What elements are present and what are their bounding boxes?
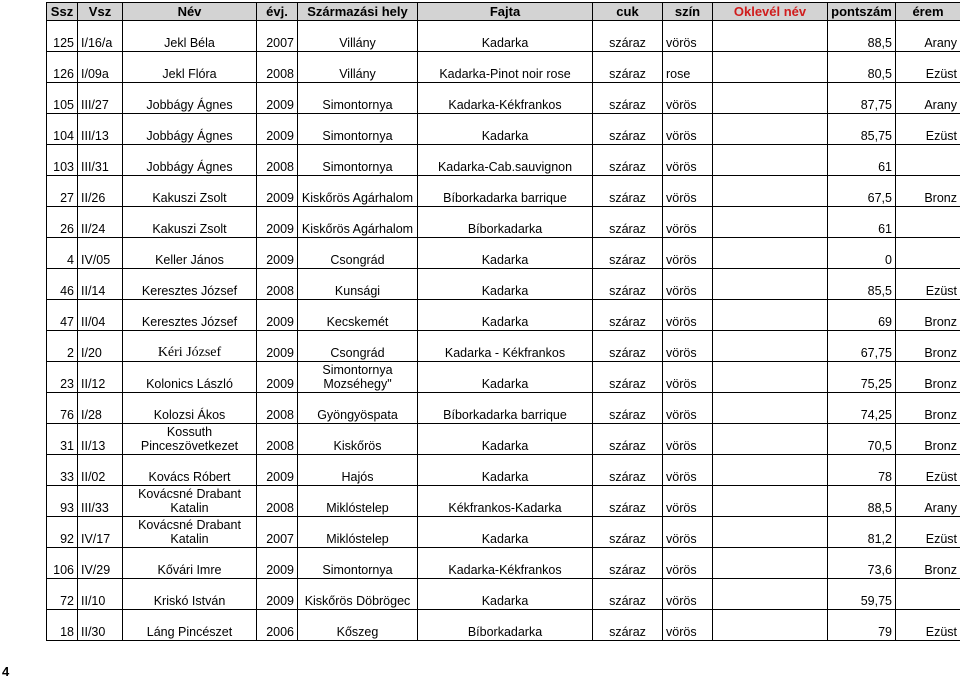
cell-nev: Kolozsi Ákos: [123, 393, 257, 424]
header-row: [47, 3, 960, 21]
cell-vsz: I/16/a: [78, 21, 123, 52]
cell-pontszam: 87,75: [828, 83, 896, 114]
cell-erem: Ezüst: [896, 455, 960, 486]
cell-hely: Villány: [298, 21, 418, 52]
cell-evj: 2008: [257, 486, 298, 517]
cell-evj: 2009: [257, 579, 298, 610]
cell-oklevel: [713, 424, 828, 455]
cell-evj: 2009: [257, 114, 298, 145]
cell-pontszam: 61: [828, 145, 896, 176]
col-szin: szín: [663, 3, 713, 21]
cell-fajta: Bíborkadarka barrique: [418, 393, 593, 424]
cell-szin: vörös: [663, 362, 713, 393]
cell-szin: vörös: [663, 145, 713, 176]
cell-ssz: 23: [47, 362, 78, 393]
cell-vsz: III/31: [78, 145, 123, 176]
cell-pontszam: 0: [828, 238, 896, 269]
table-row: [47, 145, 960, 176]
cell-oklevel: [713, 517, 828, 548]
cell-oklevel: [713, 610, 828, 641]
cell-cuk: száraz: [593, 362, 663, 393]
cell-ssz: 26: [47, 207, 78, 238]
cell-erem: [896, 579, 960, 610]
cell-fajta: Kadarka: [418, 424, 593, 455]
cell-pontszam: 85,75: [828, 114, 896, 145]
cell-nev: Jobbágy Ágnes: [123, 83, 257, 114]
cell-ssz: 105: [47, 83, 78, 114]
cell-oklevel: [713, 269, 828, 300]
cell-hely: Miklóstelep: [298, 517, 418, 548]
cell-nev: Kolonics László: [123, 362, 257, 393]
cell-evj: 2009: [257, 207, 298, 238]
cell-pontszam: 88,5: [828, 21, 896, 52]
cell-erem: Arany: [896, 486, 960, 517]
cell-ssz: 92: [47, 517, 78, 548]
cell-evj: 2006: [257, 610, 298, 641]
cell-pontszam: 88,5: [828, 486, 896, 517]
cell-vsz: II/13: [78, 424, 123, 455]
cell-pontszam: 78: [828, 455, 896, 486]
cell-oklevel: [713, 486, 828, 517]
cell-evj: 2009: [257, 176, 298, 207]
cell-szin: vörös: [663, 610, 713, 641]
table-row: [47, 393, 960, 424]
cell-fajta: Bíborkadarka: [418, 610, 593, 641]
results-table: [46, 2, 960, 641]
cell-vsz: III/13: [78, 114, 123, 145]
col-erem: érem: [896, 3, 960, 21]
cell-fajta: Kadarka: [418, 300, 593, 331]
cell-evj: 2009: [257, 548, 298, 579]
cell-szin: vörös: [663, 424, 713, 455]
cell-hely: Csongrád: [298, 238, 418, 269]
cell-oklevel: [713, 331, 828, 362]
cell-ssz: 126: [47, 52, 78, 83]
cell-nev: Jekl Béla: [123, 21, 257, 52]
cell-erem: Bronz: [896, 176, 960, 207]
cell-evj: 2008: [257, 269, 298, 300]
cell-hely: Villány: [298, 52, 418, 83]
cell-nev: Kovácsné Drabant Katalin: [123, 486, 257, 517]
cell-erem: Bronz: [896, 362, 960, 393]
cell-ssz: 103: [47, 145, 78, 176]
cell-ssz: 2: [47, 331, 78, 362]
cell-hely: Simontornya: [298, 114, 418, 145]
cell-oklevel: [713, 52, 828, 83]
col-nev: Név: [123, 3, 257, 21]
cell-szin: vörös: [663, 331, 713, 362]
cell-vsz: II/04: [78, 300, 123, 331]
table-row: [47, 486, 960, 517]
cell-pontszam: 74,25: [828, 393, 896, 424]
cell-cuk: száraz: [593, 300, 663, 331]
cell-pontszam: 81,2: [828, 517, 896, 548]
cell-erem: [896, 145, 960, 176]
cell-cuk: száraz: [593, 486, 663, 517]
cell-szin: vörös: [663, 269, 713, 300]
cell-oklevel: [713, 21, 828, 52]
cell-ssz: 18: [47, 610, 78, 641]
cell-pontszam: 79: [828, 610, 896, 641]
cell-cuk: száraz: [593, 207, 663, 238]
cell-fajta: Kadarka: [418, 269, 593, 300]
cell-cuk: száraz: [593, 517, 663, 548]
col-ssz: Ssz: [47, 3, 78, 21]
cell-pontszam: 70,5: [828, 424, 896, 455]
table-row: [47, 207, 960, 238]
cell-ssz: 27: [47, 176, 78, 207]
cell-pontszam: 85,5: [828, 269, 896, 300]
cell-erem: Bronz: [896, 393, 960, 424]
cell-ssz: 33: [47, 455, 78, 486]
cell-hely: Gyöngyöspata: [298, 393, 418, 424]
cell-szin: vörös: [663, 393, 713, 424]
cell-szin: vörös: [663, 300, 713, 331]
cell-oklevel: [713, 238, 828, 269]
cell-erem: [896, 238, 960, 269]
cell-nev: Kriskó István: [123, 579, 257, 610]
cell-pontszam: 80,5: [828, 52, 896, 83]
cell-vsz: II/10: [78, 579, 123, 610]
cell-oklevel: [713, 300, 828, 331]
cell-hely: Kecskemét: [298, 300, 418, 331]
col-cuk: cuk: [593, 3, 663, 21]
cell-erem: Ezüst: [896, 269, 960, 300]
cell-hely: Simontornya: [298, 548, 418, 579]
cell-hely: Kőszeg: [298, 610, 418, 641]
cell-fajta: Kadarka: [418, 579, 593, 610]
cell-nev: Kővári Imre: [123, 548, 257, 579]
cell-nev: Kéri József: [123, 331, 257, 362]
cell-erem: Bronz: [896, 424, 960, 455]
cell-ssz: 4: [47, 238, 78, 269]
cell-erem: Ezüst: [896, 610, 960, 641]
table-row: [47, 331, 960, 362]
cell-szin: vörös: [663, 548, 713, 579]
cell-evj: 2008: [257, 424, 298, 455]
cell-nev: Jobbágy Ágnes: [123, 145, 257, 176]
cell-erem: Arany: [896, 83, 960, 114]
cell-fajta: Kadarka: [418, 455, 593, 486]
cell-oklevel: [713, 114, 828, 145]
table-row: [47, 424, 960, 455]
cell-oklevel: [713, 145, 828, 176]
cell-vsz: IV/05: [78, 238, 123, 269]
cell-evj: 2008: [257, 393, 298, 424]
cell-nev: Kakuszi Zsolt: [123, 207, 257, 238]
cell-nev: Jobbágy Ágnes: [123, 114, 257, 145]
col-evj: évj.: [257, 3, 298, 21]
cell-nev: Kovácsné Drabant Katalin: [123, 517, 257, 548]
cell-pontszam: 73,6: [828, 548, 896, 579]
col-vsz: Vsz: [78, 3, 123, 21]
col-fajta: Fajta: [418, 3, 593, 21]
cell-oklevel: [713, 393, 828, 424]
cell-szin: vörös: [663, 83, 713, 114]
cell-szin: vörös: [663, 517, 713, 548]
cell-fajta: Kadarka-Pinot noir rose: [418, 52, 593, 83]
cell-evj: 2009: [257, 362, 298, 393]
cell-pontszam: 61: [828, 207, 896, 238]
cell-nev: Láng Pincészet: [123, 610, 257, 641]
cell-szin: vörös: [663, 486, 713, 517]
cell-nev: Kossuth Pinceszövetkezet: [123, 424, 257, 455]
cell-hely: Hajós: [298, 455, 418, 486]
cell-cuk: száraz: [593, 610, 663, 641]
cell-fajta: Bíborkadarka: [418, 207, 593, 238]
table-row: [47, 52, 960, 83]
cell-evj: 2009: [257, 455, 298, 486]
cell-hely: Kunsági: [298, 269, 418, 300]
cell-fajta: Kadarka-Kékfrankos: [418, 83, 593, 114]
cell-vsz: II/12: [78, 362, 123, 393]
cell-erem: Ezüst: [896, 52, 960, 83]
cell-ssz: 47: [47, 300, 78, 331]
cell-oklevel: [713, 579, 828, 610]
cell-vsz: IV/29: [78, 548, 123, 579]
cell-fajta: Kadarka-Kékfrankos: [418, 548, 593, 579]
cell-szin: vörös: [663, 21, 713, 52]
cell-cuk: száraz: [593, 424, 663, 455]
cell-vsz: II/02: [78, 455, 123, 486]
cell-fajta: Bíborkadarka barrique: [418, 176, 593, 207]
table-row: [47, 610, 960, 641]
cell-cuk: száraz: [593, 393, 663, 424]
cell-hely: Miklóstelep: [298, 486, 418, 517]
cell-ssz: 76: [47, 393, 78, 424]
cell-fajta: Kadarka-Cab.sauvignon: [418, 145, 593, 176]
cell-fajta: Kadarka: [418, 21, 593, 52]
table-row: [47, 300, 960, 331]
table-row: [47, 269, 960, 300]
cell-vsz: I/20: [78, 331, 123, 362]
cell-nev: Kakuszi Zsolt: [123, 176, 257, 207]
cell-pontszam: 67,75: [828, 331, 896, 362]
col-pontszam: pontszám: [828, 3, 896, 21]
cell-oklevel: [713, 207, 828, 238]
cell-vsz: II/24: [78, 207, 123, 238]
cell-vsz: II/30: [78, 610, 123, 641]
cell-vsz: III/27: [78, 83, 123, 114]
cell-szin: rose: [663, 52, 713, 83]
cell-cuk: száraz: [593, 21, 663, 52]
cell-ssz: 106: [47, 548, 78, 579]
cell-ssz: 125: [47, 21, 78, 52]
cell-cuk: száraz: [593, 238, 663, 269]
cell-fajta: Kadarka: [418, 238, 593, 269]
cell-evj: 2009: [257, 300, 298, 331]
cell-cuk: száraz: [593, 52, 663, 83]
cell-evj: 2007: [257, 21, 298, 52]
table-row: [47, 176, 960, 207]
cell-erem: [896, 207, 960, 238]
table-row: [47, 114, 960, 145]
cell-cuk: száraz: [593, 83, 663, 114]
cell-nev: Kovács Róbert: [123, 455, 257, 486]
table-row: [47, 362, 960, 393]
cell-erem: Bronz: [896, 331, 960, 362]
cell-vsz: IV/17: [78, 517, 123, 548]
cell-oklevel: [713, 548, 828, 579]
cell-szin: vörös: [663, 176, 713, 207]
cell-evj: 2009: [257, 238, 298, 269]
cell-fajta: Kadarka - Kékfrankos: [418, 331, 593, 362]
cell-ssz: 31: [47, 424, 78, 455]
cell-cuk: száraz: [593, 331, 663, 362]
table-row: [47, 238, 960, 269]
cell-cuk: száraz: [593, 455, 663, 486]
cell-evj: 2008: [257, 52, 298, 83]
cell-szin: vörös: [663, 207, 713, 238]
cell-evj: 2009: [257, 83, 298, 114]
cell-nev: Keresztes József: [123, 269, 257, 300]
page-number: 4: [2, 664, 10, 679]
cell-ssz: 72: [47, 579, 78, 610]
cell-evj: 2008: [257, 145, 298, 176]
cell-pontszam: 59,75: [828, 579, 896, 610]
cell-nev: Jekl Flóra: [123, 52, 257, 83]
cell-fajta: Kadarka: [418, 362, 593, 393]
cell-hely: Simontornya Mozséhegy": [298, 362, 418, 393]
cell-oklevel: [713, 362, 828, 393]
cell-cuk: száraz: [593, 269, 663, 300]
cell-hely: Simontornya: [298, 145, 418, 176]
cell-erem: Bronz: [896, 300, 960, 331]
cell-ssz: 104: [47, 114, 78, 145]
cell-oklevel: [713, 455, 828, 486]
table-row: [47, 455, 960, 486]
cell-vsz: II/26: [78, 176, 123, 207]
cell-fajta: Kadarka: [418, 517, 593, 548]
cell-ssz: 93: [47, 486, 78, 517]
cell-hely: Kiskőrös Agárhalom: [298, 176, 418, 207]
table-row: [47, 579, 960, 610]
cell-fajta: Kadarka: [418, 114, 593, 145]
cell-nev: Keresztes József: [123, 300, 257, 331]
cell-hely: Csongrád: [298, 331, 418, 362]
table-row: [47, 517, 960, 548]
cell-oklevel: [713, 83, 828, 114]
cell-vsz: II/14: [78, 269, 123, 300]
cell-erem: Bronz: [896, 548, 960, 579]
cell-fajta: Kékfrankos-Kadarka: [418, 486, 593, 517]
cell-vsz: III/33: [78, 486, 123, 517]
cell-hely: Kiskőrös Döbrögec: [298, 579, 418, 610]
cell-cuk: száraz: [593, 176, 663, 207]
cell-szin: vörös: [663, 455, 713, 486]
cell-vsz: I/09a: [78, 52, 123, 83]
table-row: [47, 21, 960, 52]
table-row: [47, 83, 960, 114]
cell-evj: 2007: [257, 517, 298, 548]
cell-szin: vörös: [663, 238, 713, 269]
cell-evj: 2009: [257, 331, 298, 362]
cell-pontszam: 67,5: [828, 176, 896, 207]
cell-erem: Arany: [896, 21, 960, 52]
cell-ssz: 46: [47, 269, 78, 300]
cell-vsz: I/28: [78, 393, 123, 424]
cell-szin: vörös: [663, 114, 713, 145]
cell-erem: Ezüst: [896, 114, 960, 145]
cell-cuk: száraz: [593, 114, 663, 145]
cell-cuk: száraz: [593, 548, 663, 579]
cell-cuk: száraz: [593, 145, 663, 176]
cell-pontszam: 69: [828, 300, 896, 331]
cell-nev: Keller János: [123, 238, 257, 269]
cell-erem: Ezüst: [896, 517, 960, 548]
cell-hely: Simontornya: [298, 83, 418, 114]
cell-pontszam: 75,25: [828, 362, 896, 393]
cell-cuk: száraz: [593, 579, 663, 610]
col-szarmazasi-hely: Származási hely: [298, 3, 418, 21]
col-oklevel-nev: Oklevél név: [713, 3, 828, 21]
cell-szin: vörös: [663, 579, 713, 610]
cell-oklevel: [713, 176, 828, 207]
table-row: [47, 548, 960, 579]
cell-hely: Kiskőrös: [298, 424, 418, 455]
cell-hely: Kiskőrös Agárhalom: [298, 207, 418, 238]
